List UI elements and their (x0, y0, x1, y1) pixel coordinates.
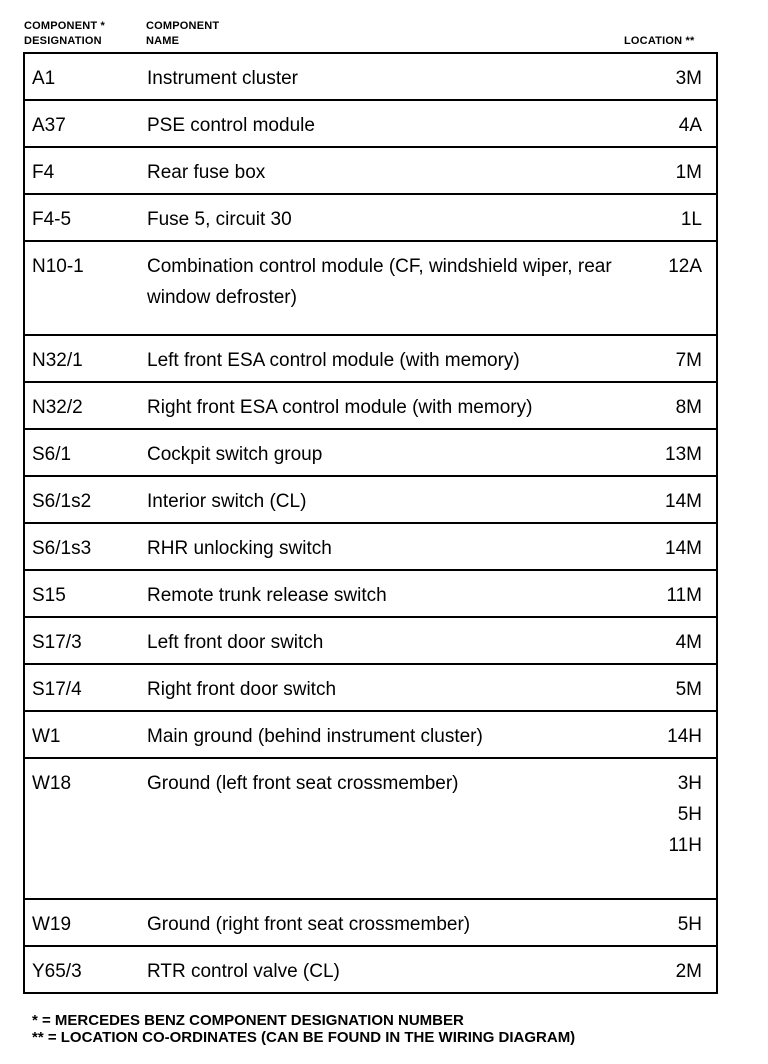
row-designation: A1 (32, 68, 56, 89)
row-location-value: 4A (678, 115, 702, 136)
row-component-name: Right front ESA control module (with memory) (147, 397, 533, 418)
table-row (25, 571, 716, 618)
row-location (667, 721, 702, 752)
row-location-value: 11M (666, 585, 702, 606)
table-row (25, 242, 716, 336)
table-row (25, 195, 716, 242)
table-row (25, 665, 716, 712)
footnote-designation: * = MERCEDES BENZ COMPONENT DESIGNATION NUMBER (32, 1012, 464, 1029)
table-row (25, 383, 716, 430)
row-location (665, 486, 702, 517)
column-header-name-line1: COMPONENT (146, 20, 220, 32)
row-component-name: Left front ESA control module (with memory) (147, 350, 520, 371)
row-location-value: 4M (675, 632, 702, 653)
column-header-location: LOCATION ** (624, 35, 695, 47)
table-row (25, 148, 716, 195)
row-location-value: 14H (667, 726, 702, 747)
column-header-designation (24, 19, 134, 49)
column-header-designation-line2: DESIGNATION (24, 35, 102, 47)
row-designation: W1 (32, 726, 61, 747)
row-designation: A37 (32, 115, 66, 136)
table-row (25, 712, 716, 759)
row-component-name: Ground (right front seat crossmember) (147, 914, 471, 935)
table-row (25, 524, 716, 571)
table-row (25, 900, 716, 947)
row-location (665, 533, 702, 564)
row-location (665, 439, 702, 470)
table-row (25, 101, 716, 148)
row-designation: N32/2 (32, 397, 83, 418)
row-location-value: 8M (675, 397, 702, 418)
row-location-value: 5M (675, 679, 702, 700)
row-component-name: Ground (left front seat crossmember) (147, 773, 459, 794)
footnotes (32, 1012, 575, 1046)
row-component-name: Right front door switch (147, 679, 337, 700)
component-table (23, 52, 718, 994)
row-designation: S6/1s3 (32, 538, 92, 559)
row-designation: Y65/3 (32, 961, 82, 982)
row-location-value: 12A (668, 256, 702, 277)
row-location (679, 110, 702, 141)
table-row (25, 759, 716, 900)
row-designation: W19 (32, 914, 72, 935)
row-component-name: Combination control module (CF, windshield wiper, rear window defroster) (147, 256, 612, 308)
row-location-value: 11H (668, 835, 702, 856)
row-component-name: Cockpit switch group (147, 444, 323, 465)
row-component-name: RTR control valve (CL) (147, 961, 340, 982)
row-component-name: Remote trunk release switch (147, 585, 387, 606)
row-location (676, 956, 702, 987)
row-component-name: Main ground (behind instrument cluster) (147, 726, 483, 747)
row-location (666, 580, 702, 611)
row-location (668, 251, 702, 282)
row-designation: F4 (32, 162, 55, 183)
row-location-value: 14M (665, 538, 702, 559)
row-location-value: 2M (675, 961, 702, 982)
row-location-value: 1M (675, 162, 702, 183)
row-component-name: Instrument cluster (147, 68, 298, 89)
row-location (678, 909, 702, 940)
row-component-name: RHR unlocking switch (147, 538, 332, 559)
row-designation: S17/3 (32, 632, 82, 653)
row-location (681, 204, 702, 235)
column-header-name (146, 19, 256, 49)
row-location-value: 3H (677, 773, 702, 794)
row-designation: S17/4 (32, 679, 82, 700)
row-designation: W18 (32, 773, 72, 794)
row-location-value: 7M (675, 350, 702, 371)
row-designation: N32/1 (32, 350, 83, 371)
row-component-name: Rear fuse box (147, 162, 266, 183)
column-header-designation-line1: COMPONENT * (24, 20, 106, 32)
row-location-value: 13M (665, 444, 702, 465)
row-designation: F4-5 (32, 209, 72, 230)
table-row (25, 54, 716, 101)
table-row (25, 477, 716, 524)
row-component-name: Fuse 5, circuit 30 (147, 209, 292, 230)
row-location-value: 3M (675, 68, 702, 89)
row-component-name: Left front door switch (147, 632, 324, 653)
table-row (25, 947, 716, 994)
row-designation: S15 (32, 585, 66, 606)
table-row (25, 430, 716, 477)
column-header-name-line2: NAME (146, 35, 180, 47)
row-designation: N10-1 (32, 256, 84, 277)
row-location (676, 674, 702, 705)
table-row (25, 618, 716, 665)
row-component-name: PSE control module (147, 115, 315, 136)
row-component-name: Interior switch (CL) (147, 491, 307, 512)
footnote-location: ** = LOCATION CO-ORDINATES (CAN BE FOUND IN THE WIRING DIAGRAM) (32, 1029, 576, 1046)
row-location-value: 5H (677, 914, 702, 935)
row-location (676, 392, 702, 423)
row-location (669, 768, 702, 861)
row-designation: S6/1 (32, 444, 72, 465)
row-location (676, 63, 702, 94)
row-location-value: 5H (677, 804, 702, 825)
table-row (25, 336, 716, 383)
row-location-value: 1L (680, 209, 702, 230)
row-location (676, 345, 702, 376)
row-location (676, 157, 702, 188)
row-location-value: 14M (665, 491, 702, 512)
row-designation: S6/1s2 (32, 491, 92, 512)
row-location (676, 627, 702, 658)
